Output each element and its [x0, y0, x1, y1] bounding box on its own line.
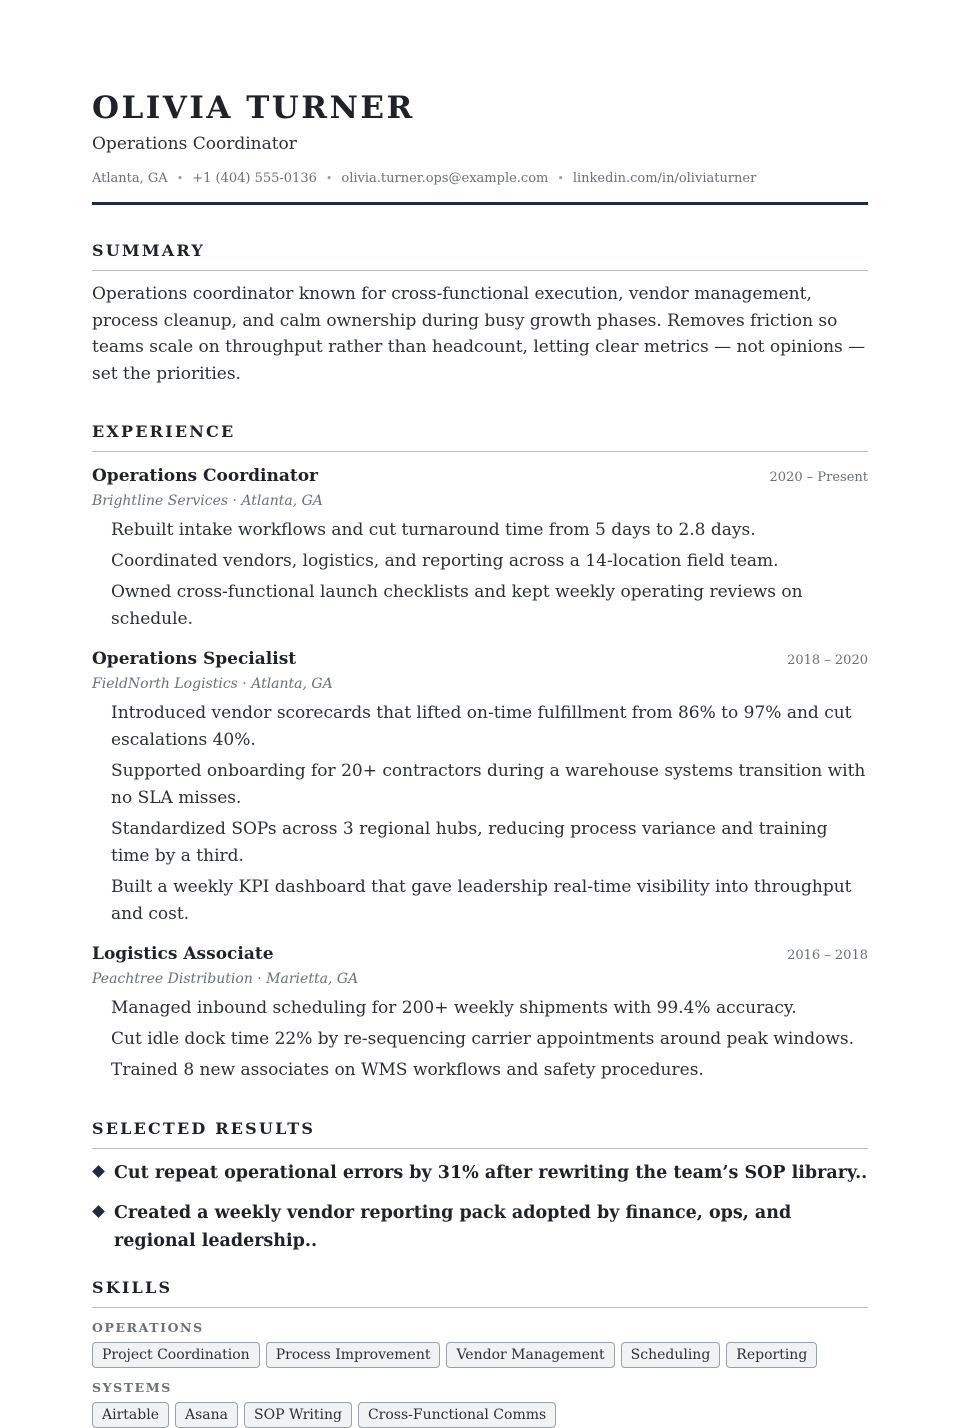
job-title: Operations Coordinator — [92, 466, 319, 486]
results-section — [92, 1118, 868, 1255]
skills-section — [92, 1277, 868, 1428]
contact-separator: • — [557, 172, 564, 185]
contact-line — [92, 170, 868, 188]
skill-chip: Reporting — [726, 1342, 817, 1368]
experience-heading: EXPERIENCE — [92, 421, 868, 452]
job-company: Brightline Services · Atlanta, GA — [92, 493, 323, 509]
diamond-bullet-icon — [92, 1205, 105, 1218]
job-bullet: Supported onboarding for 20+ contractors during a warehouse systems transition with no SLA misses. — [111, 761, 866, 808]
summary-section — [92, 240, 868, 387]
job-header — [92, 464, 868, 488]
result-text: Created a weekly vendor reporting pack adopted by finance, ops, and regional leadership.. — [114, 1203, 792, 1251]
job-bullets — [92, 700, 868, 928]
job-company: FieldNorth Logistics · Atlanta, GA — [92, 676, 333, 692]
job-bullet: Managed inbound scheduling for 200+ weekly shipments with 99.4% accuracy. — [111, 998, 797, 1018]
job-dates: 2020 – Present — [769, 470, 868, 485]
result-item — [92, 1159, 868, 1187]
job-dates: 2016 – 2018 — [787, 948, 868, 963]
skill-group-label: SYSTEMS — [92, 1380, 172, 1395]
result-text: Cut repeat operational errors by 31% after rewriting the team’s SOP library.. — [114, 1163, 868, 1183]
summary-text: Operations coordinator known for cross-functional execution, vendor management, process cleanup, and calm ownership during busy growth phases. Removes friction so teams scale on throughput rather than headcount, letting clear metrics — not opinions — set the priorities. — [92, 284, 866, 384]
skill-chips — [92, 1342, 868, 1368]
skill-chip: Scheduling — [621, 1342, 721, 1368]
results-list — [92, 1159, 868, 1255]
header-divider — [92, 202, 868, 205]
results-heading: SELECTED RESULTS — [92, 1118, 868, 1149]
result-item — [92, 1199, 868, 1255]
contact-location: Atlanta, GA — [92, 171, 168, 186]
contact-linkedin[interactable]: linkedin.com/in/oliviaturner — [572, 171, 757, 186]
skill-chip: Process Improvement — [266, 1342, 441, 1368]
experience-section — [92, 421, 868, 1084]
job-bullets — [92, 517, 868, 633]
skill-chip: Airtable — [92, 1402, 169, 1428]
job-bullet: Owned cross-functional launch checklists and kept weekly operating reviews on schedule. — [111, 582, 803, 629]
job-bullet: Built a weekly KPI dashboard that gave leadership real-time visibility into throughput and cost. — [111, 877, 852, 924]
candidate-title: Operations Coordinator — [92, 134, 297, 154]
job-company: Peachtree Distribution · Marietta, GA — [92, 971, 359, 987]
job-title: Logistics Associate — [92, 944, 274, 964]
job-bullet: Standardized SOPs across 3 regional hubs, reducing process variance and training time by a third. — [111, 819, 828, 866]
job-bullet: Coordinated vendors, logistics, and reporting across a 14-location field team. — [111, 551, 779, 571]
job-bullet: Introduced vendor scorecards that lifted on-time fulfillment from 86% to 97% and cut escalations 40%. — [111, 703, 852, 750]
skill-chip: Vendor Management — [446, 1342, 614, 1368]
contact-email[interactable]: olivia.turner.ops@example.com — [341, 171, 549, 186]
job-dates: 2018 – 2020 — [787, 653, 868, 668]
contact-separator: • — [176, 172, 184, 185]
job-bullet: Trained 8 new associates on WMS workflows and safety procedures. — [111, 1060, 704, 1080]
summary-heading: SUMMARY — [92, 240, 868, 271]
diamond-bullet-icon — [92, 1165, 105, 1178]
job-entry — [92, 647, 868, 928]
skills-heading: SKILLS — [92, 1277, 868, 1308]
job-title: Operations Specialist — [92, 649, 297, 669]
job-bullet: Rebuilt intake workflows and cut turnaround time from 5 days to 2.8 days. — [111, 520, 756, 540]
job-header — [92, 647, 868, 671]
job-bullets — [92, 995, 868, 1084]
candidate-name: OLIVIA TURNER — [92, 90, 415, 126]
contact-phone[interactable]: +1 (404) 555-0136 — [192, 171, 317, 186]
skill-chip: SOP Writing — [244, 1402, 352, 1428]
skill-chip: Asana — [175, 1402, 238, 1428]
job-bullet: Cut idle dock time 22% by re-sequencing carrier appointments around peak windows. — [111, 1029, 855, 1049]
resume-header — [92, 88, 868, 205]
job-header — [92, 942, 868, 966]
skill-chip: Project Coordination — [92, 1342, 260, 1368]
skill-chips — [92, 1402, 868, 1428]
job-entry — [92, 464, 868, 633]
job-entry — [92, 942, 868, 1084]
skill-chip: Cross-Functional Comms — [358, 1402, 556, 1428]
contact-separator: • — [325, 172, 333, 185]
skill-group-label: OPERATIONS — [92, 1320, 204, 1335]
